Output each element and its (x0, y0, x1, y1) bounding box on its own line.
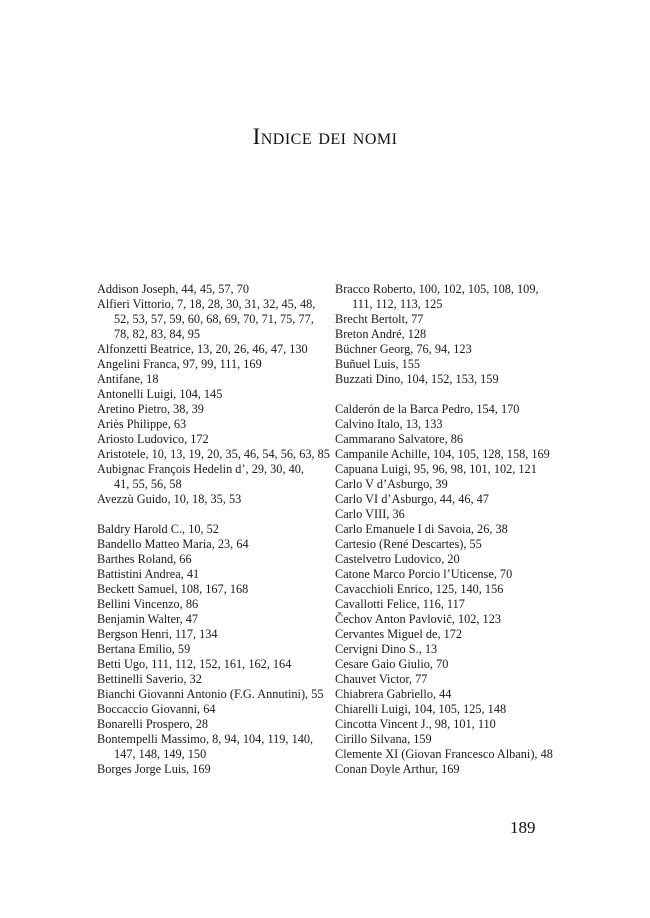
index-entry (97, 687, 337, 702)
index-entry (335, 717, 575, 732)
index-entry-continuation: 78, 82, 83, 84, 95 (114, 327, 201, 341)
index-entry-line: Bettinelli Saverio, 32 (97, 672, 202, 686)
index-entry (335, 507, 575, 522)
index-entry (97, 357, 337, 372)
index-entry (335, 552, 575, 567)
index-entry (97, 657, 337, 672)
index-entry (335, 732, 575, 747)
index-entry (97, 597, 337, 612)
index-entry-line: Bontempelli Massimo, 8, 94, 104, 119, 140, (97, 732, 314, 746)
index-entry-line: Carlo Emanuele I di Savoia, 26, 38 (335, 522, 508, 536)
index-entry (97, 342, 337, 357)
index-entry (335, 447, 575, 462)
index-entry (97, 402, 337, 417)
index-entry (335, 627, 575, 642)
index-column-right (335, 282, 575, 777)
index-entry-line: Bonarelli Prospero, 28 (97, 717, 208, 731)
index-entry-line: Bandello Matteo Maria, 23, 64 (97, 537, 249, 551)
index-entry (335, 642, 575, 657)
index-entry-line: Cammarano Salvatore, 86 (335, 432, 464, 446)
index-entry (335, 462, 575, 477)
section-gap (335, 387, 575, 402)
index-entry-line: Boccaccio Giovanni, 64 (97, 702, 216, 716)
index-entry-line: Barthes Roland, 66 (97, 552, 192, 566)
index-entry-line: Chiabrera Gabriello, 44 (335, 687, 452, 701)
index-entry-line: Bianchi Giovanni Antonio (F.G. Annutini), 55 (97, 687, 324, 701)
index-entry (335, 582, 575, 597)
index-entry (335, 402, 575, 417)
index-entry (335, 657, 575, 672)
index-entry-line: Chiarelli Luigi, 104, 105, 125, 148 (335, 702, 507, 716)
index-entry-continuation: 147, 148, 149, 150 (114, 747, 207, 761)
index-entry-line: Aubignac François Hedelin d’, 29, 30, 40, (97, 462, 304, 476)
index-entry (97, 612, 337, 627)
index-entry-line: Čechov Anton Pavlovič, 102, 123 (335, 612, 501, 626)
index-entry-line: Angelini Franca, 97, 99, 111, 169 (97, 357, 262, 371)
index-entry (335, 327, 575, 342)
index-entry (97, 282, 337, 297)
index-entry (97, 627, 337, 642)
index-entry (335, 567, 575, 582)
index-entry (97, 762, 337, 777)
index-entry-continuation: 52, 53, 57, 59, 60, 68, 69, 70, 71, 75, 77, (114, 312, 314, 326)
index-entry (97, 567, 337, 582)
index-entry (335, 417, 575, 432)
index-entry (97, 672, 337, 687)
index-entry (97, 642, 337, 657)
index-entry (97, 447, 337, 462)
index-entry (335, 702, 575, 717)
index-entry-line: Bergson Henri, 117, 134 (97, 627, 218, 641)
index-entry-line: Bertana Emilio, 59 (97, 642, 191, 656)
index-column-left (97, 282, 337, 777)
index-entry-line: Beckett Samuel, 108, 167, 168 (97, 582, 249, 596)
index-entry-line: Betti Ugo, 111, 112, 152, 161, 162, 164 (97, 657, 292, 671)
index-entry-line: Campanile Achille, 104, 105, 128, 158, 169 (335, 447, 550, 461)
index-entry-line: Cavacchioli Enrico, 125, 140, 156 (335, 582, 504, 596)
index-entry-line: Battistini Andrea, 41 (97, 567, 200, 581)
index-entry-line: Cincotta Vincent J., 98, 101, 110 (335, 717, 496, 731)
index-entry (335, 747, 575, 762)
index-entry-line: Addison Joseph, 44, 45, 57, 70 (97, 282, 250, 296)
index-entry (335, 612, 575, 627)
index-entry (335, 372, 575, 387)
index-entry-line: Buzzati Dino, 104, 152, 153, 159 (335, 372, 499, 386)
index-entry-line: Cervigni Dino S., 13 (335, 642, 438, 656)
index-entry-line: Clemente XI (Giovan Francesco Albani), 48 (335, 747, 553, 761)
index-entry-line: Avezzù Guido, 10, 18, 35, 53 (97, 492, 242, 506)
index-entry (97, 582, 337, 597)
index-entry-line: Antonelli Luigi, 104, 145 (97, 387, 223, 401)
index-entry-line: Ariès Philippe, 63 (97, 417, 187, 431)
index-entry-line: Carlo V d’Asburgo, 39 (335, 477, 448, 491)
index-entry (97, 552, 337, 567)
index-entry (97, 297, 337, 342)
section-gap (97, 507, 337, 522)
index-entry-line: Carlo VIII, 36 (335, 507, 405, 521)
index-entry (335, 492, 575, 507)
index-entry-line: Bellini Vincenzo, 86 (97, 597, 199, 611)
index-entry-line: Aretino Pietro, 38, 39 (97, 402, 204, 416)
index-entry-line: Breton André, 128 (335, 327, 427, 341)
index-entry (335, 342, 575, 357)
index-entry-line: Carlo VI d’Asburgo, 44, 46, 47 (335, 492, 489, 506)
index-entry (335, 432, 575, 447)
index-entry-line: Alfonzetti Beatrice, 13, 20, 26, 46, 47, 130 (97, 342, 308, 356)
index-entry-line: Aristotele, 10, 13, 19, 20, 35, 46, 54, 56, 63, 85 (97, 447, 330, 461)
index-entry (335, 522, 575, 537)
index-entry (335, 762, 575, 777)
index-entry (97, 702, 337, 717)
index-entry-line: Cirillo Silvana, 159 (335, 732, 432, 746)
page-number: 189 (510, 818, 536, 837)
index-entry-line: Calderón de la Barca Pedro, 154, 170 (335, 402, 520, 416)
index-entry (97, 537, 337, 552)
index-entry-line: Brecht Bertolt, 77 (335, 312, 424, 326)
index-entry-line: Alfieri Vittorio, 7, 18, 28, 30, 31, 32, 45, 48, (97, 297, 316, 311)
index-entry (97, 522, 337, 537)
index-entry (335, 477, 575, 492)
index-entry (335, 672, 575, 687)
index-entry-line: Catone Marco Porcio l’Uticense, 70 (335, 567, 513, 581)
index-entry (97, 717, 337, 732)
index-entry (335, 537, 575, 552)
index-entry-line: Bracco Roberto, 100, 102, 105, 108, 109, (335, 282, 539, 296)
index-entry (335, 687, 575, 702)
index-entry (335, 357, 575, 372)
index-entry-line: Ariosto Ludovico, 172 (97, 432, 209, 446)
index-entry (335, 282, 575, 312)
index-entry (97, 462, 337, 492)
index-entry (97, 372, 337, 387)
index-entry (335, 312, 575, 327)
index-entry-continuation: 41, 55, 56, 58 (114, 477, 182, 491)
index-entry-line: Cavallotti Felice, 116, 117 (335, 597, 465, 611)
index-entry (97, 417, 337, 432)
index-entry-line: Chauvet Victor, 77 (335, 672, 428, 686)
index-entry (97, 432, 337, 447)
index-entry-line: Baldry Harold C., 10, 52 (97, 522, 219, 536)
index-entry-line: Calvino Italo, 13, 133 (335, 417, 443, 431)
index-entry-line: Antifane, 18 (97, 372, 159, 386)
page-title: Indice dei nomi (252, 124, 398, 149)
index-entry-line: Castelvetro Ludovico, 20 (335, 552, 460, 566)
index-entry-line: Cesare Gaio Giulio, 70 (335, 657, 449, 671)
index-entry-line: Cervantes Miguel de, 172 (335, 627, 463, 641)
index-entry (97, 732, 337, 762)
index-entry-line: Cartesio (René Descartes), 55 (335, 537, 482, 551)
index-entry (97, 387, 337, 402)
index-entry-line: Borges Jorge Luis, 169 (97, 762, 211, 776)
index-entry-line: Conan Doyle Arthur, 169 (335, 762, 460, 776)
index-entry-line: Büchner Georg, 76, 94, 123 (335, 342, 472, 356)
index-entry-line: Buñuel Luis, 155 (335, 357, 421, 371)
index-entry (97, 492, 337, 507)
index-entry-line: Capuana Luigi, 95, 96, 98, 101, 102, 121 (335, 462, 537, 476)
index-entry-line: Benjamin Walter, 47 (97, 612, 199, 626)
index-entry-continuation: 111, 112, 113, 125 (352, 297, 443, 311)
index-entry (335, 597, 575, 612)
